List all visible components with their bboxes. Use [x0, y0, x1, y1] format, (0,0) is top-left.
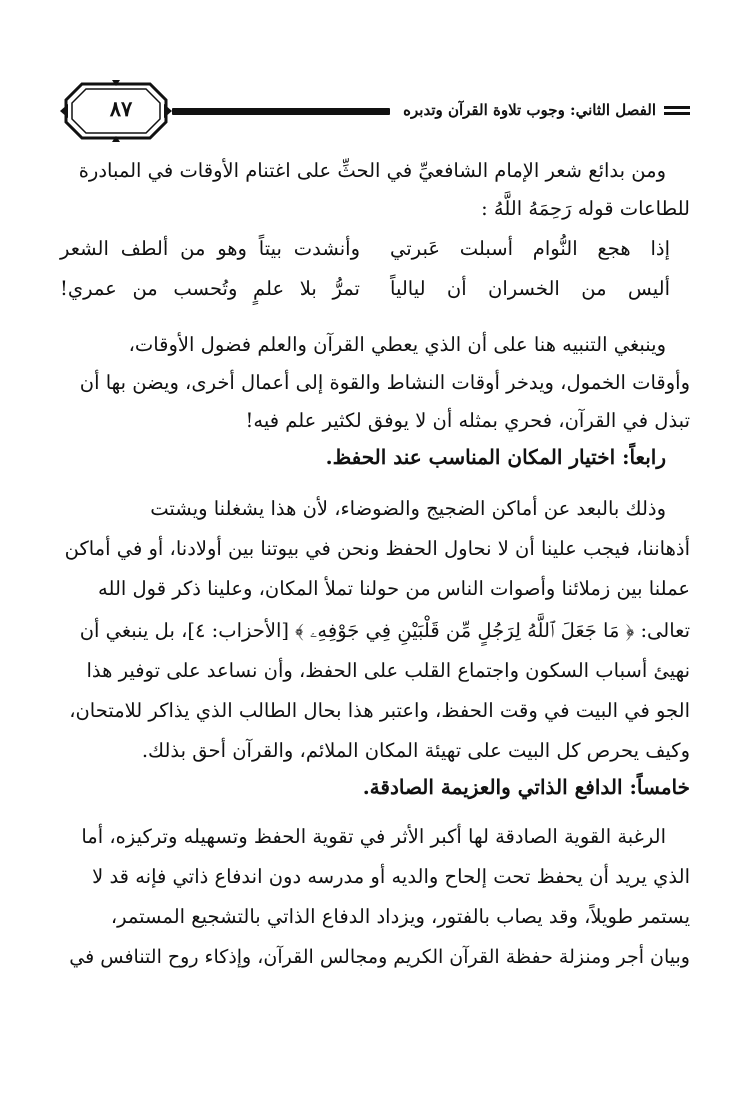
text-line: الرغبة القوية الصادقة لها أكبر الأثر في تقوية الحفظ وتسهيله وتركيزه، أما [81, 825, 666, 848]
text-line: وذلك بالبعد عن أماكن الضجيج والضوضاء، لأن هذا يشغلنا ويشتت [150, 497, 666, 520]
text-line: تبذل في القرآن، فحري بمثله أن لا يوفق لكثير علم فيه! [245, 409, 690, 432]
quran-verse-line: تعالى: ﴿ مَا جَعَلَ ٱللَّهُ لِرَجُلٍ مِّن قَلْبَيْنِ فِي جَوْفِهِۦ ﴾ [الأحزاب: ٤]، بل ينبغي أن [79, 619, 690, 642]
verse-line [60, 270, 690, 308]
text-line: نهيئ أسباب السكون واجتماع القلب على الحفظ، وأن نساعد على توفير هذا [86, 659, 690, 682]
verse-second-hemistich: وأنشدت بيتاً وهو من ألطف الشعر [60, 237, 360, 260]
text-line: الذي يريد أن يحفظ تحت إلحاح والديه أو مدرسه دون اندفاع ذاتي فإنه قد لا [92, 865, 690, 888]
section-heading: رابعاً: اختيار المكان المناسب عند الحفظ. [325, 445, 666, 469]
chapter-title: الفصل الثاني: وجوب تلاوة القرآن وتدبره [403, 101, 656, 119]
text-line: أذهاننا، فيجب علينا أن لا نحاول الحفظ ونحن في بيوتنا بين أولادنا، أو في أماكن [64, 537, 690, 560]
header-rule-short [664, 112, 690, 115]
text-line: ومن بدائع شعر الإمام الشافعيِّ في الحثِّ على اغتنام الأوقات في المبادرة [78, 159, 666, 182]
text-line: وأوقات الخمول، ويدخر أوقات النشاط والقوة إلى أعمال أخرى، ويضن بها أن [79, 371, 690, 394]
text-line: الجو في البيت في وقت الحفظ، واعتبر هذا بحال الطالب الذي يذاكر للامتحان، [69, 699, 690, 722]
header-rule-short [664, 106, 690, 109]
header-rule [172, 108, 390, 115]
text-line: يستمر طويلاً، وقد يصاب بالفتور، ويزداد الدفاع الذاتي بالتشجيع المستمر، [110, 905, 690, 928]
verse-first-hemistich: إذا هجع النُّوام أسبلت عَبرتي [390, 237, 670, 260]
text-line: وينبغي التنبيه هنا على أن الذي يعطي القرآن والعلم فضول الأوقات، [128, 333, 666, 356]
verse-first-hemistich: أليس من الخسران أن ليالياً [390, 277, 670, 300]
section-heading: خامساً: الدافع الذاتي والعزيمة الصادقة. [362, 775, 690, 799]
text-line: وبيان أجر ومنزلة حفظة القرآن الكريم ومجالس القرآن، وإذكاء روح التنافس في [69, 946, 690, 968]
page [60, 80, 690, 1080]
text-line: عملنا بين زملائنا وأصوات الناس من حولنا تملأ المكان، وعلينا ذكر قول الله [98, 577, 690, 600]
page-number: ٨٧ [109, 96, 133, 121]
page-header [60, 80, 690, 142]
text-line: وكيف يحرص كل البيت على تهيئة المكان الملائم، والقرآن أحق بذلك. [141, 739, 690, 762]
text-line: للطاعات قوله رَحِمَهُ اللَّهُ : [481, 197, 690, 220]
verse-second-hemistich: تمرُّ بلا علمٍ وتُحسب من عمري! [60, 277, 360, 300]
verse-line [60, 230, 690, 268]
